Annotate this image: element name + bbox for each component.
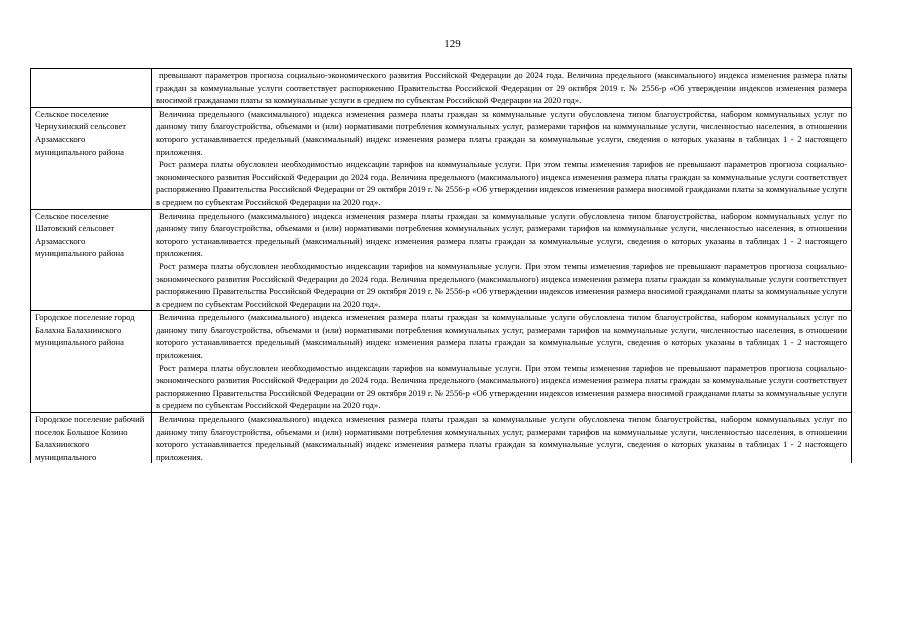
table-row [31,311,852,413]
municipality-cell: Городское поселение город Балахна Балахнинского муниципального района [31,311,152,413]
tariff-table [30,68,852,463]
page-number: 129 [444,38,461,50]
description-cell [152,69,852,108]
description-paragraph: Величина предельного (максимального) индекса изменения размера платы граждан за коммунальные услуги обусловлена типом благоустройства, набором коммунальных услуг по данному типу благоустройства, объемами и (или) нормативами потребления коммунальных услуг, размерами тарифов на коммунальные услуги, численностью населения, в отношении которого устанавливается предельный (максимальный) индекс изменения размера платы граждан за коммунальные услуги, сведения о которых указаны в таблицах 1 - 2 настоящего приложения. [156,312,847,361]
table-row [31,209,852,311]
description-cell [152,209,852,311]
description-cell [152,107,852,209]
description-paragraph: Рост размера платы обусловлен необходимостью индексации тарифов на коммунальные услуги. При этом темпы изменения тарифов не превышают параметров прогноза социально-экономического развития Российской Федерации до 2024 года. Величина предельного (максимального) индекса изменения размера платы граждан за коммунальные услуги соответствует распоряжению Правительства Российской Федерации от 29 октября 2019 г. № 2556-р «Об утверждении индексов изменения размера вносимой гражданами платы за коммунальные услуги в среднем по субъектам Российской Федерации на 2020 год». [156,260,847,309]
municipality-cell: Городское поселение рабочий поселок Большое Козино Балахнинского муниципального [31,413,152,464]
description-paragraph: Величина предельного (максимального) индекса изменения размера платы граждан за коммунальные услуги обусловлена типом благоустройства, набором коммунальных услуг по данному типу благоустройства, объемами и (или) нормативами потребления коммунальных услуг, размерами тарифов на коммунальные услуги, численностью населения, в отношении которого устанавливается предельный (максимальный) индекс изменения размера платы граждан за коммунальные услуги, сведения о которых указаны в таблицах 1 - 2 настоящего приложения. [156,108,847,157]
description-paragraph: Величина предельного (максимального) индекса изменения размера платы граждан за коммунальные услуги обусловлена типом благоустройства, набором коммунальных услуг по данному типу благоустройства, объемами и (или) нормативами потребления коммунальных услуг, размерами тарифов на коммунальные услуги, численностью населения, в отношении которого устанавливается предельный (максимальный) индекс изменения размера платы граждан за коммунальные услуги, сведения о которых указаны в таблицах 1 - 2 настоящего приложения. [156,414,847,462]
table-row [31,69,852,108]
description-cell [152,413,852,464]
table-row [31,413,852,464]
municipality-cell: Сельское поселение Чернухинский сельсовет Арзамасского муниципального района [31,107,152,209]
municipality-cell: Сельское поселение Шатовский сельсовет Арзамасского муниципального района [31,209,152,311]
municipality-cell [31,69,152,108]
table-row [31,107,852,209]
description-paragraph: Величина предельного (максимального) индекса изменения размера платы граждан за коммунальные услуги обусловлена типом благоустройства, набором коммунальных услуг по данному типу благоустройства, объемами и (или) нормативами потребления коммунальных услуг, размерами тарифов на коммунальные услуги, численностью населения, в отношении которого устанавливается предельный (максимальный) индекс изменения размера платы граждан за коммунальные услуги, сведения о которых указаны в таблицах 1 - 2 настоящего приложения. [156,210,847,259]
description-paragraph: Рост размера платы обусловлен необходимостью индексации тарифов на коммунальные услуги. При этом темпы изменения тарифов не превышают параметров прогноза социально-экономического развития Российской Федерации до 2024 года. Величина предельного (максимального) индекса изменения размера платы граждан за коммунальные услуги соответствует распоряжению Правительства Российской Федерации от 29 октября 2019 г. № 2556-р «Об утверждении индексов изменения размера вносимой гражданами платы за коммунальные услуги в среднем по субъектам Российской Федерации на 2020 год». [156,159,847,207]
description-cell [152,311,852,413]
description-paragraph: Рост размера платы обусловлен необходимостью индексации тарифов на коммунальные услуги. При этом темпы изменения тарифов не превышают параметров прогноза социально-экономического развития Российской Федерации до 2024 года. Величина предельного (максимального) индекса изменения размера платы граждан за коммунальные услуги соответствует распоряжению Правительства Российской Федерации от 29 октября 2019 г. № 2556-р «Об утверждении индексов изменения размера вносимой гражданами платы за коммунальные услуги в среднем по субъектам Российской Федерации на 2020 год». [156,362,847,411]
description-paragraph: превышают параметров прогноза социально-экономического развития Российской Федерации до 2024 года. Величина предельного (максимального) индекса изменения размера платы граждан за коммунальные услуги соответствует распоряжению Правительства Российской Федерации от 29 октября 2019 г. № 2556-р «Об утверждении индексов изменения размера вносимой гражданами платы за коммунальные услуги в среднем по субъектам Российской Федерации на 2020 год». [156,70,847,106]
